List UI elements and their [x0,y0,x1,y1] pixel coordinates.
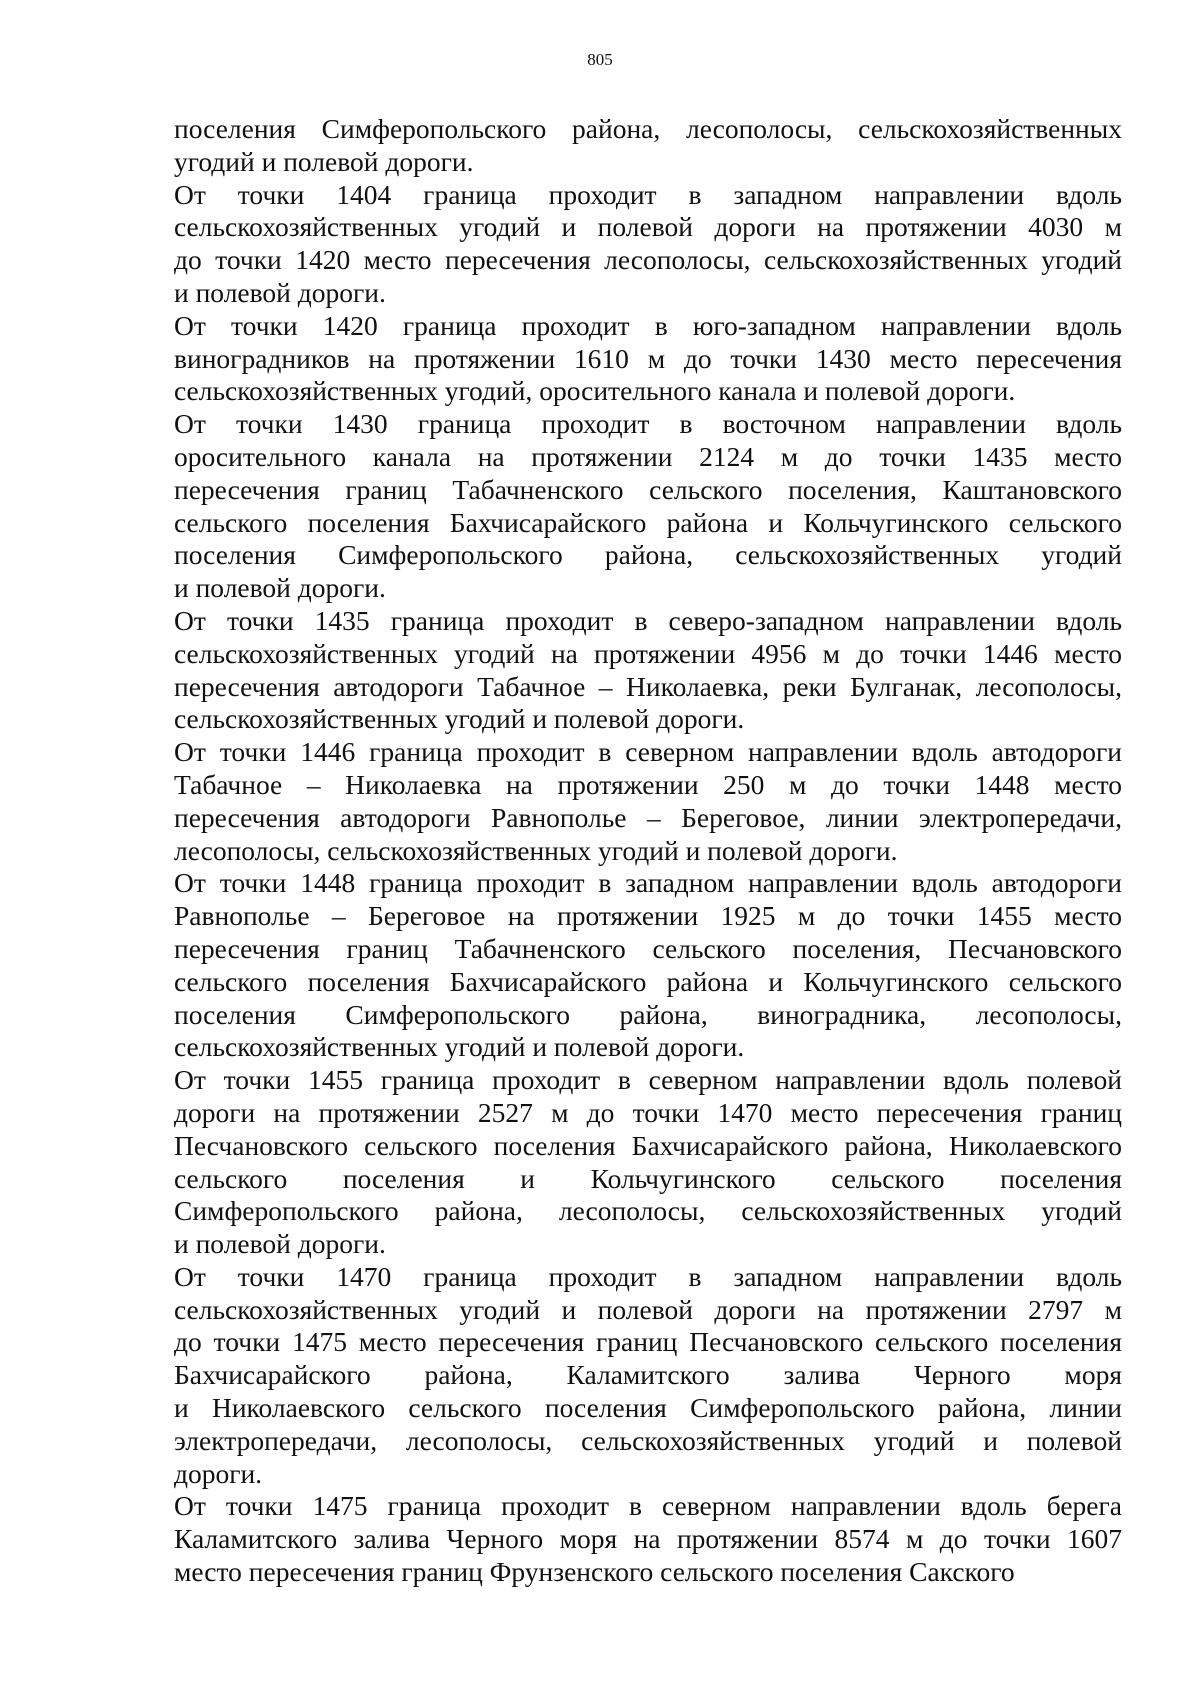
text-line: От точки 1435 граница проходит в северо-западном направлении вдоль [174,604,1122,636]
text-line: поселения Симферопольского района, виноградника, лесополосы, [174,998,1122,1030]
text-line: пересечения автодороги Табачное – Николаевка, реки Булганак, лесополосы, [174,670,1122,702]
paragraph [174,1064,1122,1261]
text-line: пересечения границ Табачненского сельского поселения, Песчановского [174,932,1122,964]
text-line: и полевой дороги. [174,276,386,308]
paragraph [174,179,1122,310]
paragraph [174,736,1122,867]
paragraph [174,310,1122,408]
text-line: сельскохозяйственных угодий и полевой дороги. [174,1031,745,1063]
text-line: От точки 1455 граница проходит в северном направлении вдоль полевой [174,1064,1122,1096]
text-line: место пересечения границ Фрунзенского сельского поселения Сакского [174,1556,1015,1588]
paragraph [174,867,1122,1064]
paragraph [174,113,1122,179]
paragraph [174,1490,1122,1588]
text-line: сельскохозяйственных угодий, оросительного канала и полевой дороги. [174,375,1016,407]
text-line: до точки 1420 место пересечения лесополосы, сельскохозяйственных угодий [174,244,1122,276]
text-line: сельскохозяйственных угодий и полевой дороги на протяжении 2797 м [174,1293,1122,1325]
paragraph [174,1261,1122,1491]
text-line: виноградников на протяжении 1610 м до точки 1430 место пересечения [174,342,1122,374]
text-line: дороги. [174,1457,263,1489]
text-line: сельского поселения и Кольчугинского сельского поселения [174,1162,1122,1194]
text-line: От точки 1470 граница проходит в западном направлении вдоль [174,1260,1122,1292]
text-line: сельскохозяйственных угодий на протяжении 4956 м до точки 1446 место [174,637,1122,669]
text-line: угодий и полевой дороги. [174,145,474,177]
page-number: 805 [587,50,613,69]
document-body [174,113,1122,1589]
text-line: и полевой дороги. [174,572,386,604]
text-line: пересечения автодороги Равнополье – Береговое, линии электропередачи, [174,801,1122,833]
paragraph [174,408,1122,605]
text-line: поселения Симферопольского района, лесополосы, сельскохозяйственных [174,113,1122,144]
text-line: сельского поселения Бахчисарайского района и Кольчугинского сельского [174,965,1122,997]
text-line: сельскохозяйственных угодий и полевой дороги на протяжении 4030 м [174,211,1122,243]
text-line: лесополосы, сельскохозяйственных угодий и полевой дороги. [174,834,898,866]
text-line: оросительного канала на протяжении 2124 м до точки 1435 место [174,440,1122,472]
text-line: и Николаевского сельского поселения Симферопольского района, линии [174,1392,1122,1424]
text-line: Бахчисарайского района, Каламитского залива Черного моря [174,1359,1122,1391]
text-line: Равнополье – Береговое на протяжении 1925 м до точки 1455 место [174,900,1122,932]
text-line: От точки 1448 граница проходит в западном направлении вдоль автодороги [174,867,1122,899]
text-line: От точки 1475 граница проходит в северном направлении вдоль берега [174,1490,1122,1522]
text-line: пересечения границ Табачненского сельского поселения, Каштановского [174,473,1122,505]
text-line: до точки 1475 место пересечения границ Песчановского сельского поселения [174,1326,1122,1358]
text-line: электропередачи, лесополосы, сельскохозяйственных угодий и полевой [174,1424,1122,1456]
text-line: От точки 1420 граница проходит в юго-западном направлении вдоль [174,309,1122,341]
text-line: От точки 1430 граница проходит в восточном направлении вдоль [174,408,1122,440]
text-line: и полевой дороги. [174,1228,386,1260]
text-line: сельского поселения Бахчисарайского района и Кольчугинского сельского [174,506,1122,538]
text-line: Песчановского сельского поселения Бахчисарайского района, Николаевского [174,1129,1122,1161]
text-line: сельскохозяйственных угодий и полевой дороги. [174,703,745,735]
text-line: Табачное – Николаевка на протяжении 250 м до точки 1448 место [174,768,1122,800]
text-line: От точки 1446 граница проходит в северном направлении вдоль автодороги [174,736,1122,768]
text-line: поселения Симферопольского района, сельскохозяйственных угодий [174,539,1122,571]
text-line: дороги на протяжении 2527 м до точки 1470 место пересечения границ [174,1096,1122,1128]
text-line: Симферопольского района, лесополосы, сельскохозяйственных угодий [174,1195,1122,1227]
paragraph [174,605,1122,736]
text-line: От точки 1404 граница проходит в западном направлении вдоль [174,178,1122,210]
text-line: Каламитского залива Черного моря на протяжении 8574 м до точки 1607 [174,1523,1122,1555]
